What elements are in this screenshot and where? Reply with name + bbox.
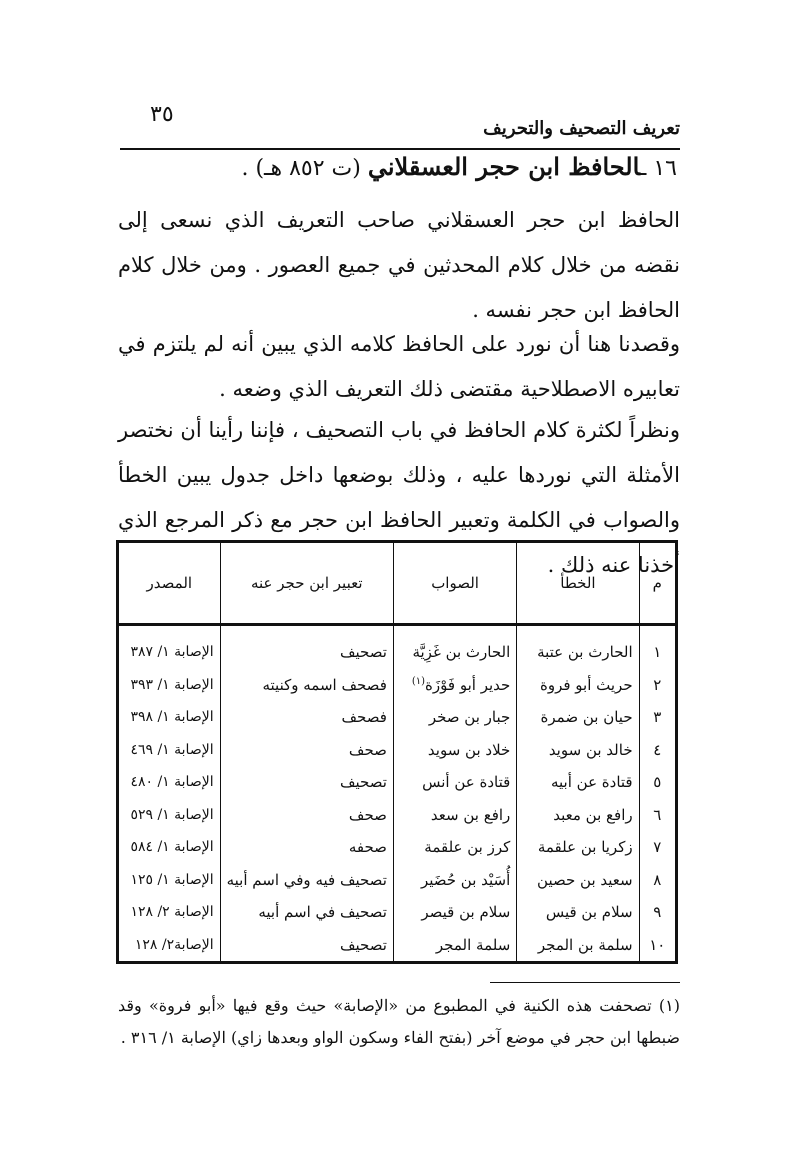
cell-right	[393, 625, 516, 669]
footnote-marker: (١)	[411, 676, 426, 688]
table-row	[119, 864, 675, 896]
paragraph-2: وقصدنا هنا أن نورد على الحافظ كلامه الذي يبين أنه لم يلتزم في تعابيره الاصطلاحية مقتضى ذلك التعريف الذي وضعه .	[118, 332, 680, 401]
cell-right-text: سلام بن قيصر	[421, 903, 511, 922]
cell-wrong: حيان بن ضمرة	[517, 701, 639, 733]
header-num: م	[639, 543, 675, 625]
cell-expression: فصحف اسمه وكنيته	[220, 669, 393, 701]
page-header	[120, 98, 680, 150]
section-number: ١٦ ـ	[639, 156, 677, 181]
cell-right	[393, 831, 516, 863]
cell-source: الإصابة ١/ ٥٨٤	[130, 839, 214, 856]
cell-expression: تصحيف	[220, 766, 393, 798]
cell-right-text: خلاد بن سويد	[427, 740, 511, 759]
cell-right	[393, 766, 516, 798]
cell-num: ٧	[639, 831, 675, 863]
cell-source: الإصابة ١/ ٥٢٩	[130, 806, 214, 823]
page-number: ٣٥	[150, 102, 174, 127]
cell-wrong: الحارث بن عتبة	[517, 625, 639, 669]
cell-wrong: حريث أبو فروة	[517, 669, 639, 701]
table-header-row	[119, 543, 675, 625]
table-row	[119, 625, 675, 669]
table-row	[119, 701, 675, 733]
table-row	[119, 928, 675, 961]
paragraph-3: ونظراً لكثرة كلام الحافظ في باب التصحيف ، فإننا رأينا أن نختصر الأمثلة التي نوردها عليه ، وذلك بوضعها داخل جدول يبين الخطأ والصواب في الكلمة وتعبير الحافظ ابن حجر مع ذكر المرجع الذي أخذنا عنه ذلك .	[118, 418, 680, 577]
cell-wrong: قتادة عن أبيه	[517, 766, 639, 798]
table-row	[119, 669, 675, 701]
cell-source: الإصابة ١/ ٤٦٩	[130, 741, 214, 758]
cell-num: ٨	[639, 864, 675, 896]
cell-source: الإصابة٢/ ١٢٨	[134, 936, 214, 953]
running-title: تعريف التصحيف والتحريف	[483, 118, 680, 139]
cell-right-text: سلمة المجر	[435, 935, 511, 954]
cell-expression: صحف	[220, 799, 393, 831]
cell-wrong: سعيد بن حصين	[517, 864, 639, 896]
cell-num: ١٠	[639, 928, 675, 961]
cell-source: الإصابة ١/ ٤٨٠	[130, 774, 214, 791]
data-table	[119, 543, 675, 961]
cell-source: الإصابة ١/ ٣٩٣	[130, 677, 214, 694]
cell-source: الإصابة ١/ ٣٨٧	[130, 644, 214, 661]
cell-wrong: رافع بن معبد	[517, 799, 639, 831]
header-right: الصواب	[393, 543, 516, 625]
paragraph-1: الحافظ ابن حجر العسقلاني صاحب التعريف الذي نسعى إلى نقضه من خلال كلام المحدثين في جميع العصور . ومن خلال كلام الحافظ ابن حجر نفسه .	[118, 208, 680, 322]
cell-num: ٦	[639, 799, 675, 831]
section-name: الحافظ ابن حجر العسقلاني	[367, 152, 640, 181]
cell-expression: تصحيف في اسم أبيه	[220, 896, 393, 928]
section-date: (ت ٨٥٢ هـ) .	[241, 156, 361, 181]
header-expression: تعبير ابن حجر عنه	[220, 543, 393, 625]
cell-expression: تصحيف	[220, 625, 393, 669]
footnote: (١) تصحفت هذه الكنية في المطبوع من «الإصابة» حيث وقع فيها «أبو فروة» وقد ضبطها ابن حجر في موضع آخر (بفتح الفاء وسكون الواو وبعدها زاي) الإصابة ١/ ٣١٦ .	[118, 996, 680, 1047]
cell-num: ٢	[639, 669, 675, 701]
cell-wrong: زكريا بن علقمة	[517, 831, 639, 863]
cell-num: ٥	[639, 766, 675, 798]
cell-expression: فصحف	[220, 701, 393, 733]
footnote-divider	[490, 982, 680, 983]
cell-wrong: سلام بن قيس	[517, 896, 639, 928]
cell-right	[393, 896, 516, 928]
cell-right-text: حدير أبو فَوْزَة	[425, 676, 511, 695]
table-row	[119, 734, 675, 766]
cell-right-text: الحارث بن غَزِيَّة	[412, 643, 511, 662]
table-row	[119, 766, 675, 798]
cell-wrong: خالد بن سويد	[517, 734, 639, 766]
cell-right-text: جبار بن صخر	[428, 708, 511, 727]
cell-right	[393, 799, 516, 831]
cell-right-text: قتادة عن أنس	[422, 773, 511, 792]
cell-right-text: كرز بن علقمة	[424, 838, 511, 857]
cell-expression: صحف	[220, 734, 393, 766]
cell-right-text: أُسَيْد بن حُضَير	[420, 870, 511, 889]
cell-num: ٣	[639, 701, 675, 733]
table-row	[119, 896, 675, 928]
cell-num: ٩	[639, 896, 675, 928]
cell-source: الإصابة ٢/ ١٢٨	[130, 904, 214, 921]
header-source: المصدر	[119, 543, 220, 625]
section-heading	[117, 152, 677, 181]
tashif-table	[116, 540, 678, 964]
cell-source: الإصابة ١/ ١٢٥	[130, 871, 214, 888]
cell-right	[393, 701, 516, 733]
cell-num: ٤	[639, 734, 675, 766]
header-wrong: الخطأ	[517, 543, 639, 625]
cell-wrong: سلمة بن المجر	[517, 928, 639, 961]
cell-right	[393, 669, 516, 701]
cell-right	[393, 734, 516, 766]
cell-right	[393, 928, 516, 961]
cell-source: الإصابة ١/ ٣٩٨	[130, 709, 214, 726]
table-row	[119, 831, 675, 863]
cell-expression: تصحيف	[220, 928, 393, 961]
cell-num: ١	[639, 625, 675, 669]
table-row	[119, 799, 675, 831]
cell-right-text: رافع بن سعد	[430, 805, 511, 824]
cell-expression: صحفه	[220, 831, 393, 863]
cell-expression: تصحيف فيه وفي اسم أبيه	[220, 864, 393, 896]
cell-right	[393, 864, 516, 896]
